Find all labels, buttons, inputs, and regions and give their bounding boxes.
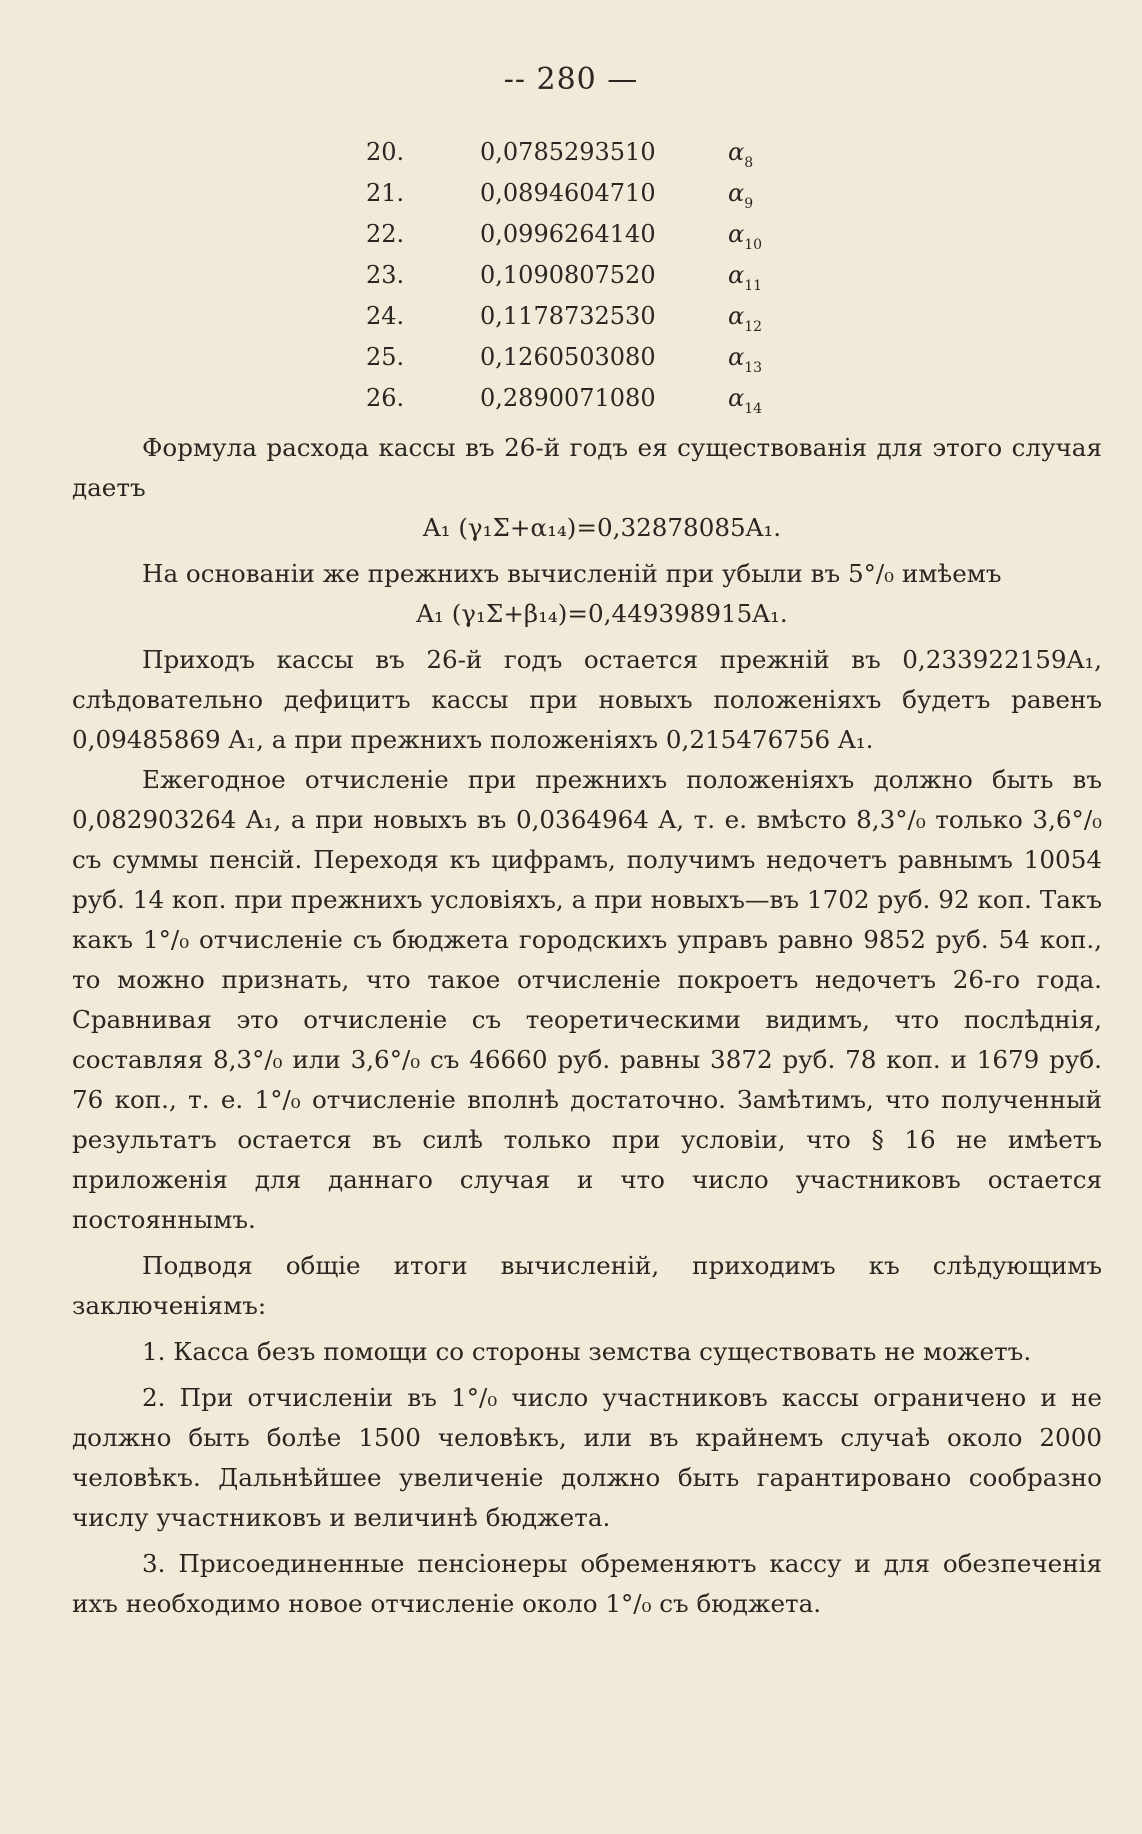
row-value: 0,1090807520 (480, 261, 656, 289)
row-symbol: $\alpha_{12}$ (728, 302, 763, 335)
table-row (340, 220, 820, 261)
conclusion-1: 1. Касса безъ помощи со стороны земства существовать не можетъ. (142, 1337, 1032, 1366)
row-symbol: $\alpha_{13}$ (728, 343, 763, 376)
paragraph-summary: Подводя общіе итоги вычисленій, приходимъ къ слѣдующимъ заключеніямъ: (72, 1251, 1102, 1320)
row-number: 22. (366, 220, 405, 248)
row-value: 0,0785293510 (480, 138, 656, 166)
row-number: 26. (366, 384, 405, 412)
row-number: 25. (366, 343, 405, 371)
row-value: 0,2890071080 (480, 384, 656, 412)
paragraph-expense-formula: Формула расхода кассы въ 26-й годъ ея существованія для этого случая даетъ (72, 433, 1102, 502)
coefficient-table (340, 138, 820, 425)
paragraph-annual-deduction: Ежегодное отчисленіе при прежнихъ положеніяхъ должно быть въ 0,082903264 A₁, а при новыхъ въ 0,0364964 A, т. е. вмѣсто 8,3°/₀ только 3,6°/₀ съ суммы пенсій. Переходя къ цифрамъ, получимъ недочетъ равнымъ 10054 руб. 14 коп. при прежнихъ условіяхъ, а при новыхъ—въ 1702 руб. 92 коп. Такъ какъ 1°/₀ отчисленіе съ бюджета городскихъ управъ равно 9852 руб. 54 коп., то можно признать, что такое отчисленіе покроетъ недочетъ 26-го года. Сравнивая это отчисленіе съ теоретическими видимъ, что послѣднія, составляя 8,3°/₀ или 3,6°/₀ съ 46660 руб. равны 3872 руб. 78 коп. и 1679 руб. 76 коп., т. е. 1°/₀ отчисленіе вполнѣ достаточно. Замѣтимъ, что полученный результатъ остается въ силѣ только при условіи, что § 16 не имѣетъ приложенія для даннаго случая и что число участниковъ остается постояннымъ. (72, 765, 1102, 1234)
row-number: 21. (366, 179, 405, 207)
table-row (340, 179, 820, 220)
row-symbol: $\alpha_{10}$ (728, 220, 763, 253)
row-value: 0,1260503080 (480, 343, 656, 371)
table-row (340, 384, 820, 425)
row-number: 24. (366, 302, 405, 330)
body-text (72, 428, 1102, 1624)
table-row (340, 138, 820, 179)
conclusion-2: 2. При отчисленіи въ 1°/₀ число участниковъ кассы ограничено и не должно быть болѣе 1500 человѣкъ, или въ крайнемъ случаѣ около 2000 человѣкъ. Дальнѣйшее увеличеніе должно быть гарантировано сообразно числу участниковъ и величинѣ бюджета. (72, 1383, 1102, 1532)
formula-expense: A₁ (γ₁Σ+α₁₄)=0,32878085A₁. (422, 513, 782, 542)
row-value: 0,1178732530 (480, 302, 656, 330)
row-number: 23. (366, 261, 405, 289)
table-row (340, 261, 820, 302)
page-number: -- 280 — (503, 62, 639, 97)
table-row (340, 302, 820, 343)
row-symbol: $\alpha_8$ (728, 138, 754, 171)
row-value: 0,0996264140 (480, 220, 656, 248)
row-symbol: $\alpha_{14}$ (728, 384, 763, 417)
paragraph-income: Приходъ кассы въ 26-й годъ остается прежній въ 0,233922159A₁, слѣдовательно дефицитъ кассы при новыхъ положеніяхъ будетъ равенъ 0,09485869 A₁, а при прежнихъ положеніяхъ 0,215476756 A₁. (72, 645, 1102, 754)
conclusion-3: 3. Присоединенные пенсіонеры обременяютъ кассу и для обезпеченія ихъ необходимо новое отчисленіе около 1°/₀ съ бюджета. (72, 1549, 1102, 1618)
row-value: 0,0894604710 (480, 179, 656, 207)
row-symbol: $\alpha_{11}$ (728, 261, 763, 294)
row-symbol: $\alpha_9$ (728, 179, 754, 212)
formula-previous: A₁ (γ₁Σ+β₁₄)=0,449398915A₁. (416, 599, 788, 628)
row-number: 20. (366, 138, 405, 166)
table-row (340, 343, 820, 384)
paragraph-previous-calc: На основаніи же прежнихъ вычисленій при убыли въ 5°/₀ имѣемъ (142, 559, 1002, 588)
